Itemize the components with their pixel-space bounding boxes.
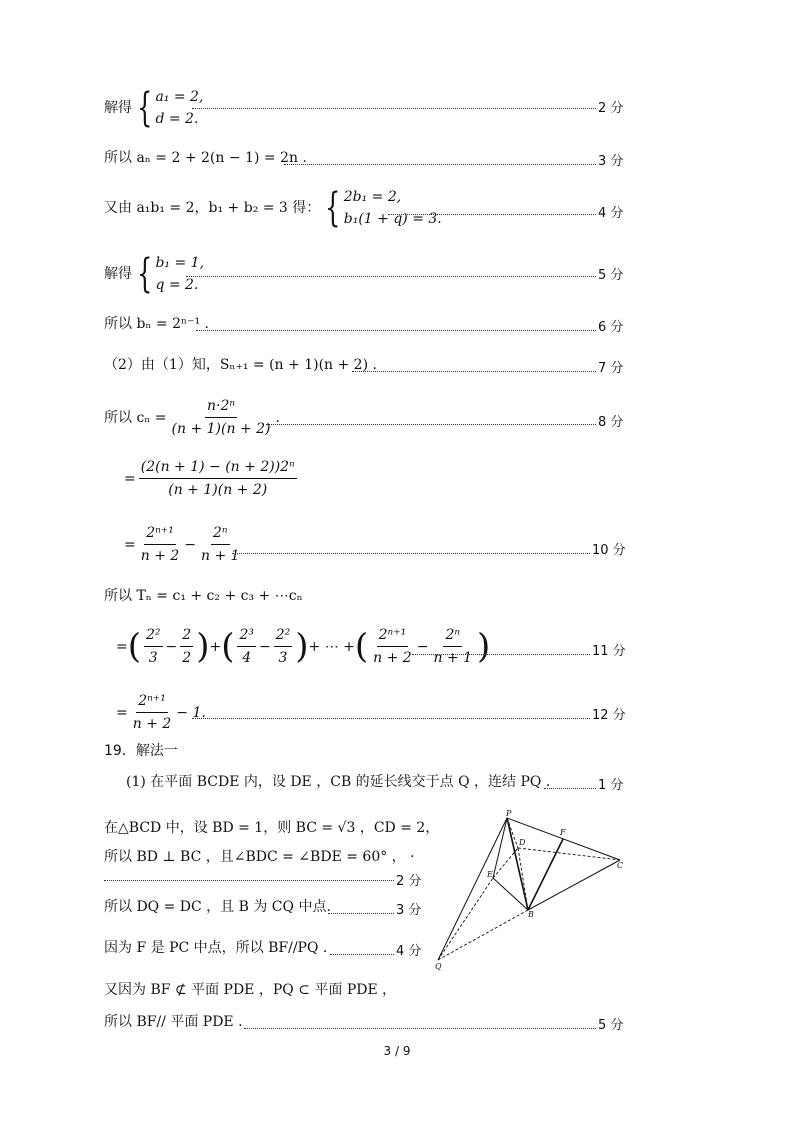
fraction-numerator: 2² <box>144 626 163 647</box>
dot-leader <box>352 371 596 372</box>
fraction-denominator: (n + 1)(n + 2) <box>171 421 271 437</box>
minus-sign: − <box>416 638 429 655</box>
fraction <box>170 397 273 438</box>
dot-leader <box>192 108 596 109</box>
q19-line-7 <box>104 1012 624 1032</box>
fraction-denominator: n + 2 <box>132 716 172 732</box>
equals-sign: = <box>116 638 128 655</box>
left-brace: { <box>325 185 341 231</box>
line7-prefix: 所以 cₙ = <box>104 409 167 426</box>
q19-line-5-text: 因为 F 是 PC 中点，所以 BF//PQ . <box>104 940 328 956</box>
edge-QE <box>438 878 493 960</box>
system-eq-2: q = 2. <box>155 277 199 293</box>
solution-line-2 <box>104 148 624 168</box>
label-P: P <box>506 809 512 818</box>
solution-line-10 <box>104 586 624 606</box>
fraction-numerator: 2ⁿ⁺¹ <box>377 626 409 647</box>
q19-line-6-text: 又因为 BF ⊄ 平面 PDE ，PQ ⊂ 平面 PDE ， <box>104 982 397 998</box>
fraction <box>371 626 414 667</box>
score-label: 10 分 <box>592 543 626 558</box>
dot-leader <box>232 553 590 554</box>
dot-leader <box>104 880 394 881</box>
line4-prefix: 解得 <box>104 266 132 282</box>
edge-BC <box>528 860 620 910</box>
equation-system <box>132 252 204 296</box>
score-label: 7 分 <box>598 361 624 376</box>
score-label: 1 分 <box>598 778 624 793</box>
label-Q: Q <box>435 962 442 971</box>
ellipsis: + ⋯ + <box>308 638 355 655</box>
fraction <box>131 692 174 733</box>
edge-PB <box>507 818 528 910</box>
equation-system <box>320 186 441 230</box>
solution-line-9 <box>124 524 644 565</box>
q19-line-6 <box>104 980 624 1000</box>
equals-sign: = <box>124 536 136 553</box>
dot-leader <box>412 654 590 655</box>
fraction <box>139 458 297 499</box>
fraction-denominator: n + 1 <box>201 548 240 564</box>
dot-leader <box>328 913 394 914</box>
fraction-numerator: 2ⁿ⁺¹ <box>144 524 176 545</box>
fraction-numerator: 2 <box>180 626 193 647</box>
fraction-numerator: 2² <box>274 626 293 647</box>
score-label: 5 分 <box>598 1018 624 1033</box>
system-eq-1: a₁ = 2, <box>155 89 204 105</box>
fraction <box>237 626 256 667</box>
fraction-denominator: n + 1 <box>433 650 473 666</box>
minus-sign: − <box>184 536 197 553</box>
label-C: C <box>617 861 624 870</box>
dot-leader <box>284 164 596 165</box>
line1-prefix: 解得 <box>104 100 132 116</box>
label-F: F <box>560 828 566 837</box>
dot-leader <box>186 276 596 277</box>
right-paren: ) <box>196 626 210 667</box>
system-eq-1: 2b₁ = 2, <box>343 189 402 205</box>
left-brace: { <box>137 85 153 131</box>
pyramid-figure <box>430 808 630 978</box>
fraction <box>431 626 474 667</box>
fraction-numerator: 2ⁿ <box>211 524 230 545</box>
line6-text: （2）由（1）知，Sₙ₊₁ = (n + 1)(n + 2) . <box>104 357 377 373</box>
dot-leader <box>192 718 590 719</box>
score-label: 11 分 <box>592 644 626 659</box>
minus-sign: − <box>258 638 271 655</box>
fraction <box>180 626 193 667</box>
solution-line-8 <box>124 458 644 499</box>
solution-line-11 <box>116 626 636 667</box>
system-eq-2: d = 2. <box>155 111 199 127</box>
equals-sign: = <box>124 470 136 487</box>
line7-suffix: . <box>275 409 280 426</box>
q19-line-7-text: 所以 BF// 平面 PDE . <box>104 1014 243 1030</box>
fraction <box>139 524 182 565</box>
dot-leader <box>266 424 596 425</box>
dot-leader <box>244 1028 596 1029</box>
score-label: 2 分 <box>598 101 624 116</box>
solution-line-4 <box>104 252 624 296</box>
label-B: B <box>528 910 534 919</box>
fraction-denominator: 4 <box>242 650 252 666</box>
solution-line-3 <box>104 186 624 230</box>
edge-QB <box>438 910 528 960</box>
score-label: 3 分 <box>598 154 624 169</box>
solution-line-12 <box>116 692 636 733</box>
fraction-numerator: 2ⁿ⁺¹ <box>136 692 168 713</box>
system-eq-2: b₁(1 + q) = 3. <box>343 211 442 227</box>
line10-text: 所以 Tₙ = c₁ + c₂ + c₃ + ⋯cₙ <box>104 588 303 604</box>
solution-line-7 <box>104 397 624 438</box>
label-D: D <box>519 838 526 847</box>
right-paren: ) <box>477 626 491 667</box>
plus-sign: + <box>209 638 222 655</box>
score-label: 5 分 <box>598 268 624 283</box>
fraction-denominator: (n + 1)(n + 2) <box>168 482 268 498</box>
q19-line-1-text: (1) 在平面 BCDE 内，设 DE ，CB 的延长线交于点 Q ，连结 PQ . <box>126 774 551 790</box>
q19-line-3-text: 所以 BD ⊥ BC ，且∠BDC = ∠BDE = 60° ， · <box>104 849 415 865</box>
fraction <box>274 626 293 667</box>
dot-leader <box>388 214 596 215</box>
score-label: 6 分 <box>598 320 624 335</box>
left-paren: ( <box>127 626 141 667</box>
dot-leader <box>330 954 394 955</box>
score-label: 2 分 <box>396 874 422 889</box>
solution-line-5 <box>104 314 624 334</box>
score-label: 8 分 <box>598 415 624 430</box>
fraction-numerator: (2(n + 1) − (n + 2))2ⁿ <box>139 458 297 479</box>
score-label: 4 分 <box>598 206 624 221</box>
equals-sign: = <box>116 704 128 721</box>
line5-text: 所以 bₙ = 2ⁿ⁻¹ . <box>104 316 209 332</box>
fraction-denominator: n + 2 <box>140 548 180 564</box>
left-paren: ( <box>221 626 235 667</box>
line3-text: 又由 a₁b₁ = 2，b₁ + b₂ = 3 得： <box>104 200 321 216</box>
left-brace: { <box>137 251 153 297</box>
fraction-denominator: 2 <box>182 650 192 666</box>
edge-PQ <box>438 818 507 960</box>
fraction-numerator: n·2ⁿ <box>205 397 237 418</box>
line2-text: 所以 aₙ = 2 + 2(n − 1) = 2n . <box>104 150 307 166</box>
fraction <box>199 524 242 565</box>
question-19-heading: 19．解法一 <box>104 743 178 759</box>
line12-suffix: − 1. <box>176 704 206 721</box>
score-label: 12 分 <box>592 708 626 723</box>
fraction-numerator: 2³ <box>237 626 256 647</box>
right-paren: ) <box>295 626 309 667</box>
score-label: 4 分 <box>396 944 422 959</box>
dot-leader <box>196 330 596 331</box>
q19-line-4-text: 所以 DQ = DC ，且 B 为 CQ 中点. <box>104 899 331 915</box>
system-eq-1: b₁ = 1, <box>155 255 205 271</box>
left-paren: ( <box>354 626 369 667</box>
minus-sign: − <box>165 638 178 655</box>
q19-line-1 <box>126 772 646 792</box>
score-label: 3 分 <box>396 903 422 918</box>
fraction <box>144 626 163 667</box>
fraction-numerator: 2ⁿ <box>443 626 462 647</box>
fraction-denominator: n + 2 <box>373 650 412 666</box>
label-E: E <box>487 870 493 879</box>
q19-line-2-text: 在△BCD 中，设 BD = 1，则 BC = √3 ，CD = 2， <box>104 820 440 836</box>
dot-leader <box>544 788 596 789</box>
page-number: 3 / 9 <box>383 1044 411 1058</box>
solution-line-6 <box>104 355 624 375</box>
fraction-denominator: 3 <box>278 650 288 666</box>
fraction-denominator: 3 <box>148 650 158 666</box>
edge-EB <box>493 878 528 910</box>
